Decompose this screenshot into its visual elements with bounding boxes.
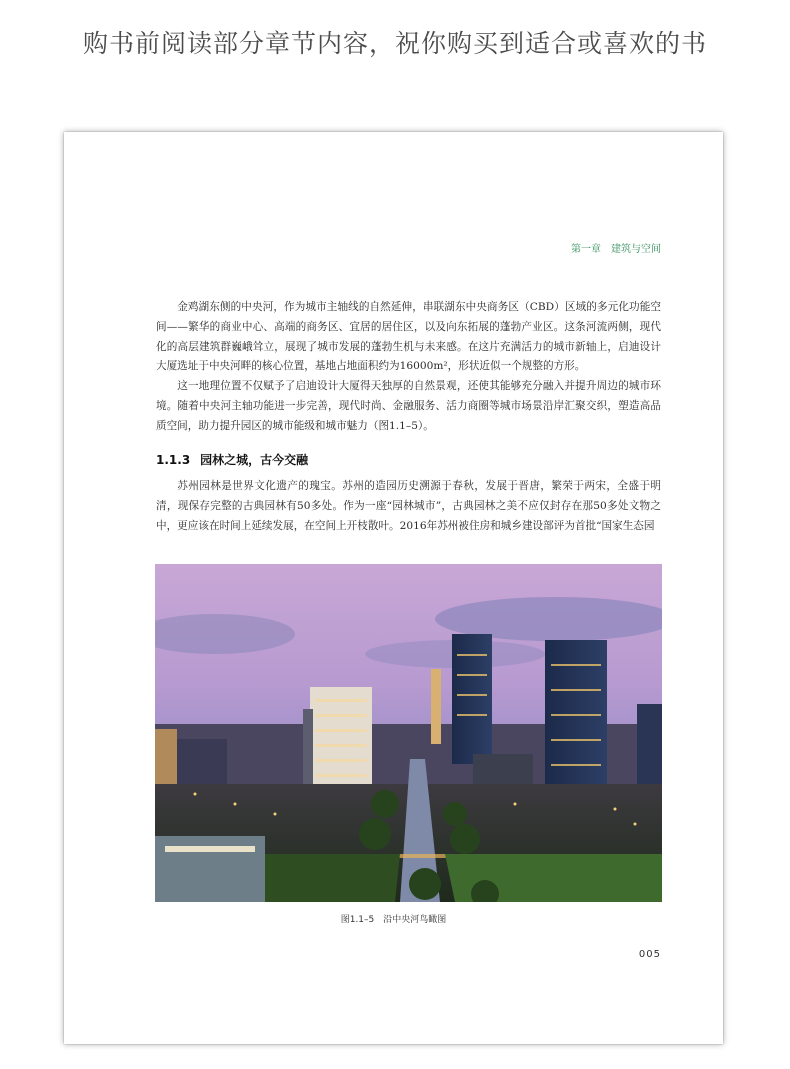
paragraph: 苏州园林是世界文化遗产的瑰宝。苏州的造园历史溯源于春秋，发展于晋唐，繁荣于两宋，全盛于明清，现保存完整的古典园林有50多处。作为一座“园林城市”，古典园林之美不应仅封存在那50多处文物之中，更应该在时间上延续发展，在空间上开枝散叶。2016年苏州被住房和城乡建设部评为首批“国家生态园 bbox=[156, 480, 661, 532]
page-number: 005 bbox=[638, 949, 661, 960]
section-heading bbox=[156, 451, 308, 468]
top-banner: 购书前阅读部分章节内容，祝你购买到适合或喜欢的书 bbox=[82, 29, 707, 58]
section-title: 园林之城，古今交融 bbox=[200, 453, 309, 467]
body-text-block-1 bbox=[156, 298, 661, 437]
paragraph: 金鸡湖东侧的中央河，作为城市主轴线的自然延伸，串联湖东中央商务区（CBD）区域的多元化功能空间——繁华的商业中心、高端的商务区、宜居的居住区，以及向东拓展的蓬勃产业区。这条河流两侧，现代化的高层建筑群巍峨耸立，展现了城市发展的蓬勃生机与未来感。在这片充满活力的城市新轴上，启迪设计大厦选址于中央河畔的核心位置，基地占地面积约为16000m²，形状近似一个规整的方形。 bbox=[156, 301, 661, 373]
aerial-city-photo bbox=[155, 564, 662, 902]
running-head: 第一章 建筑与空间 bbox=[571, 244, 661, 255]
body-text-block-2 bbox=[156, 477, 661, 536]
figure-caption: 图1.1–5 沿中央河鸟瞰图 bbox=[340, 915, 447, 925]
section-number: 1.1.3 bbox=[156, 453, 191, 467]
book-page bbox=[64, 132, 723, 1044]
paragraph: 这一地理位置不仅赋予了启迪设计大厦得天独厚的自然景观，还使其能够充分融入并提升周边的城市环境。随着中央河主轴功能进一步完善，现代时尚、金融服务、活力商圈等城市场景沿岸汇聚交织，塑造高品质空间，助力提升园区的城市能级和城市魅力（图1.1–5）。 bbox=[156, 380, 661, 432]
